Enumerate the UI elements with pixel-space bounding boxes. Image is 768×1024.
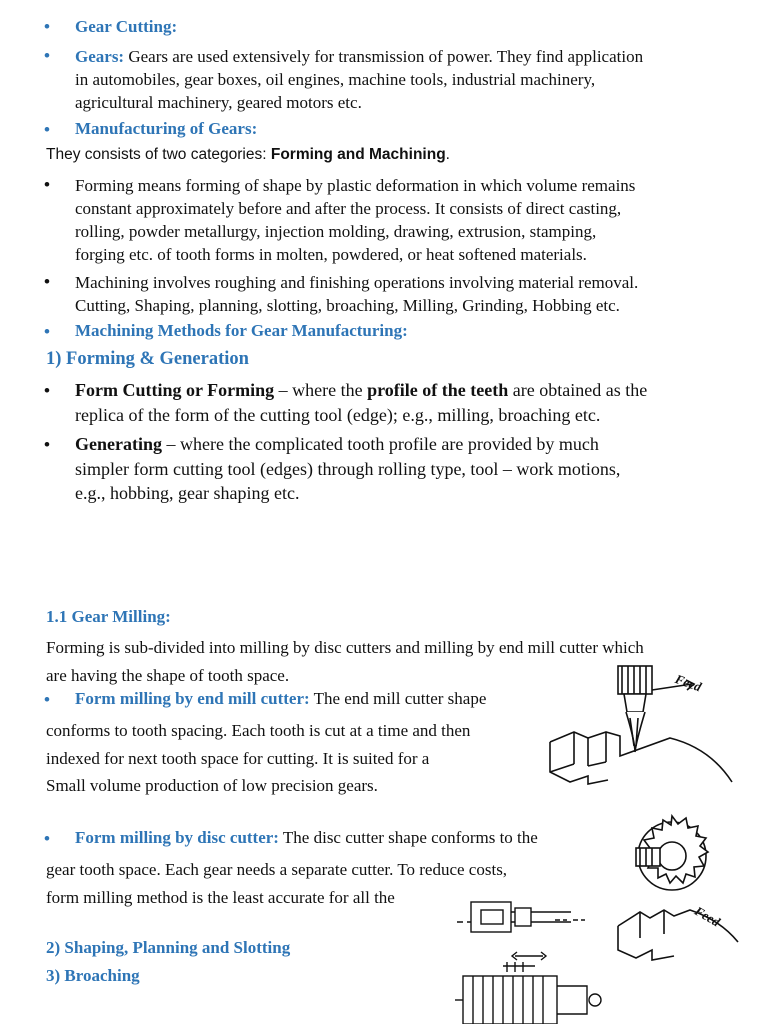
gear-shaping-figure (455, 890, 615, 1024)
end-mill-rest: The end mill cutter shape (309, 689, 487, 708)
form-cutting-paragraph (75, 378, 730, 428)
bullet: • (44, 17, 50, 36)
disc-cutter-line: form milling method is the least accurate for all the (46, 887, 395, 907)
generating-paragraph (75, 432, 730, 506)
end-mill-paragraph (46, 717, 470, 800)
generating-line-3: e.g., hobbing, gear shaping etc. (75, 483, 300, 503)
methods-heading: Machining Methods for Gear Manufacturing: (75, 321, 408, 340)
generating-rest: – where the complicated tooth profile are provided by much (162, 434, 599, 454)
bullet: • (44, 322, 50, 341)
manufacturing-heading: Manufacturing of Gears: (75, 119, 258, 138)
end-mill-label: Form milling by end mill cutter: (75, 689, 310, 708)
gears-text-line-2: in automobiles, gear boxes, oil engines, machine tools, industrial machinery, (75, 70, 596, 89)
bullet: • (44, 120, 50, 139)
gears-text-line-1: Gears are used extensively for transmission of power. They find application (124, 47, 644, 66)
bullet: • (44, 46, 50, 65)
gears-text-line-3: agricultural machinery, geared motors etc. (75, 93, 362, 112)
end-mill-cutter-figure (540, 662, 740, 802)
forming-line: constant approximately before and after the process. It consists of direct casting, (75, 199, 622, 218)
disc-cutter-first-line (75, 828, 538, 848)
machining-line: Cutting, Shaping, planning, slotting, broaching, Milling, Grinding, Hobbing etc. (75, 296, 620, 315)
form-cutting-rest: are obtained as the (508, 380, 648, 400)
forming-line: Forming means forming of shape by plastic deformation in which volume remains (75, 176, 636, 195)
gear-milling-heading: 1.1 Gear Milling: (46, 607, 171, 626)
categories-prefix: They consists of two categories: (46, 146, 271, 163)
bullet: • (44, 435, 50, 454)
end-mill-line: Small volume production of low precision gears. (46, 776, 378, 795)
form-cutting-bold: profile of the teeth (367, 380, 509, 400)
gears-paragraph (75, 45, 730, 114)
end-mill-line: indexed for next tooth space for cutting. It is suited for a (46, 748, 430, 768)
generating-line-2: simpler form cutting tool (edges) through rolling type, tool – work motions, (75, 458, 621, 479)
form-cutting-line-2: replica of the form of the cutting tool (edge); e.g., milling, broaching etc. (75, 405, 601, 425)
categories-suffix: . (445, 146, 450, 163)
end-mill-first-line (75, 689, 486, 709)
form-cutting-dash: – where the (274, 380, 368, 400)
disc-cutter-label: Form milling by disc cutter: (75, 828, 279, 847)
forming-paragraph (75, 174, 730, 266)
disc-cutter-paragraph (46, 856, 507, 911)
categories-bold: Forming and Machining (270, 146, 446, 163)
end-mill-line: conforms to tooth spacing. Each tooth is cut at a time and then (46, 721, 471, 740)
heading-text: Gear Cutting: (75, 17, 178, 36)
generating-term: Generating (75, 434, 162, 454)
form-cutting-term: Form Cutting or Forming (75, 380, 275, 400)
feed-label: Feed (673, 671, 704, 695)
machining-line: Machining involves roughing and finishing operations involving material removal. (75, 273, 639, 292)
gear-milling-line: Forming is sub-divided into milling by disc cutters and milling by end mill cutter which (46, 638, 644, 657)
shaping-heading: 2) Shaping, Planning and Slotting (46, 938, 291, 957)
categories-line (46, 146, 728, 164)
machining-paragraph (75, 271, 730, 317)
bullet: • (44, 690, 50, 709)
gear-milling-line: are having the shape of tooth space. (46, 666, 290, 685)
bullet: • (44, 272, 50, 291)
forming-generation-heading: 1) Forming & Generation (46, 349, 249, 369)
forming-line: rolling, powder metallurgy, injection molding, drawing, extrusion, stamping, (75, 222, 597, 241)
bullet: • (44, 829, 50, 848)
gears-label: Gears: (75, 47, 125, 66)
disc-cutter-rest: The disc cutter shape conforms to the (278, 828, 538, 847)
bullet: • (44, 381, 50, 400)
disc-cutter-line: gear tooth space. Each gear needs a separate cutter. To reduce costs, (46, 860, 508, 879)
bullet: • (44, 175, 50, 194)
feed-label: Feed (692, 903, 723, 930)
forming-line: forging etc. of tooth forms in molten, powdered, or heat softened materials. (75, 245, 587, 264)
disc-cutter-figure (610, 808, 740, 978)
broaching-heading: 3) Broaching (46, 966, 140, 985)
